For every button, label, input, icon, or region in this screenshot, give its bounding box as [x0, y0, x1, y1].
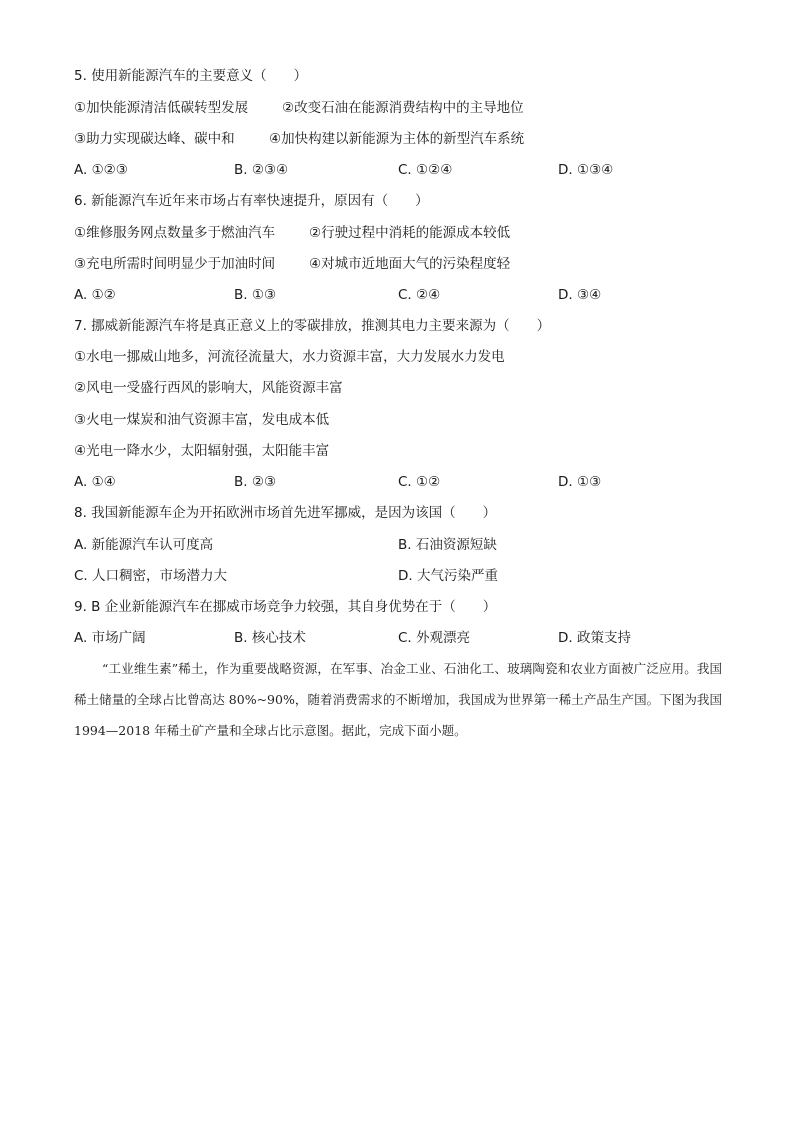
- question-5-choice-a: A. ①②③: [74, 162, 128, 178]
- question-7-choice-b: B. ②③: [234, 474, 277, 490]
- question-7-option-2: ②风电一受盛行西风的影响大，风能资源丰富: [74, 380, 343, 396]
- question-5-choice-b: B. ②③④: [234, 162, 289, 178]
- question-9-stem: 9. B 企业新能源汽车在挪威市场竞争力较强，其自身优势在于（ ）: [74, 599, 497, 615]
- question-6-choice-b: B. ①③: [234, 287, 277, 303]
- question-6-choice-d: D. ③④: [558, 287, 602, 303]
- question-9-choice-c: C. 外观漂亮: [398, 630, 471, 646]
- question-8-stem: 8. 我国新能源车企为开拓欧洲市场首先进军挪威，是因为该国（ ）: [74, 505, 497, 521]
- question-8-choice-c: C. 人口稠密，市场潜力大: [74, 568, 228, 584]
- question-5-option-1: ①加快能源清洁低碳转型发展: [74, 100, 249, 116]
- question-7-option-3: ③火电一煤炭和油气资源丰富，发电成本低: [74, 412, 330, 428]
- question-8-choice-b: B. 石油资源短缺: [398, 537, 497, 553]
- question-5-option-2: ②改变石油在能源消费结构中的主导地位: [282, 100, 524, 116]
- question-8-choice-d: D. 大气污染严重: [398, 568, 498, 584]
- question-9-choice-a: A. 市场广阔: [74, 630, 146, 646]
- question-6-option-3: ③充电所需时间明显少于加油时间: [74, 256, 276, 272]
- question-7-choice-d: D. ①③: [558, 474, 602, 490]
- question-9-choice-b: B. 核心技术: [234, 630, 306, 646]
- question-6-choice-a: A. ①②: [74, 287, 116, 303]
- question-6-option-2: ②行驶过程中消耗的能源成本较低: [309, 225, 511, 241]
- question-5-option-4: ④加快构建以新能源为主体的新型汽车系统: [269, 131, 525, 147]
- question-7-option-1: ①水电一挪威山地多，河流径流量大，水力资源丰富，大力发展水力发电: [74, 349, 505, 365]
- question-7-choice-c: C. ①②: [398, 474, 441, 490]
- question-6-choice-c: C. ②④: [398, 287, 441, 303]
- question-8-choice-a: A. 新能源汽车认可度高: [74, 537, 214, 553]
- question-7-option-4: ④光电一降水少，太阳辐射强，太阳能丰富: [74, 443, 330, 459]
- question-7-choice-a: A. ①④: [74, 474, 116, 490]
- question-5-choice-d: D. ①③④: [558, 162, 614, 178]
- question-5-option-3: ③助力实现碳达峰、碳中和: [74, 131, 235, 147]
- question-6-stem: 6. 新能源汽车近年来市场占有率快速提升，原因有（ ）: [74, 193, 429, 209]
- question-6-option-4: ④对城市近地面大气的污染程度轻: [309, 256, 511, 272]
- question-5-stem: 5. 使用新能源汽车的主要意义（ ）: [74, 68, 308, 84]
- question-6-option-1: ①维修服务网点数量多于燃油汽车: [74, 225, 276, 241]
- reading-passage: “工业维生素”稀土，作为重要战略资源，在军事、冶金工业、石油化工、玻璃陶瓷和农业方面被广泛应用。我国稀土储量的全球占比曾高达 80%~90%，随着消费需求的不断增加，我国成为世界第一稀土产品生产国。下图为我国 1994—2018 年稀土矿产量和全球占比示意图。据此，完成下面小题。: [74, 661, 722, 738]
- question-9-choice-d: D. 政策支持: [558, 630, 631, 646]
- question-7-stem: 7. 挪威新能源汽车将是真正意义上的零碳排放，推测其电力主要来源为（ ）: [74, 318, 551, 334]
- question-5-choice-c: C. ①②④: [398, 162, 453, 178]
